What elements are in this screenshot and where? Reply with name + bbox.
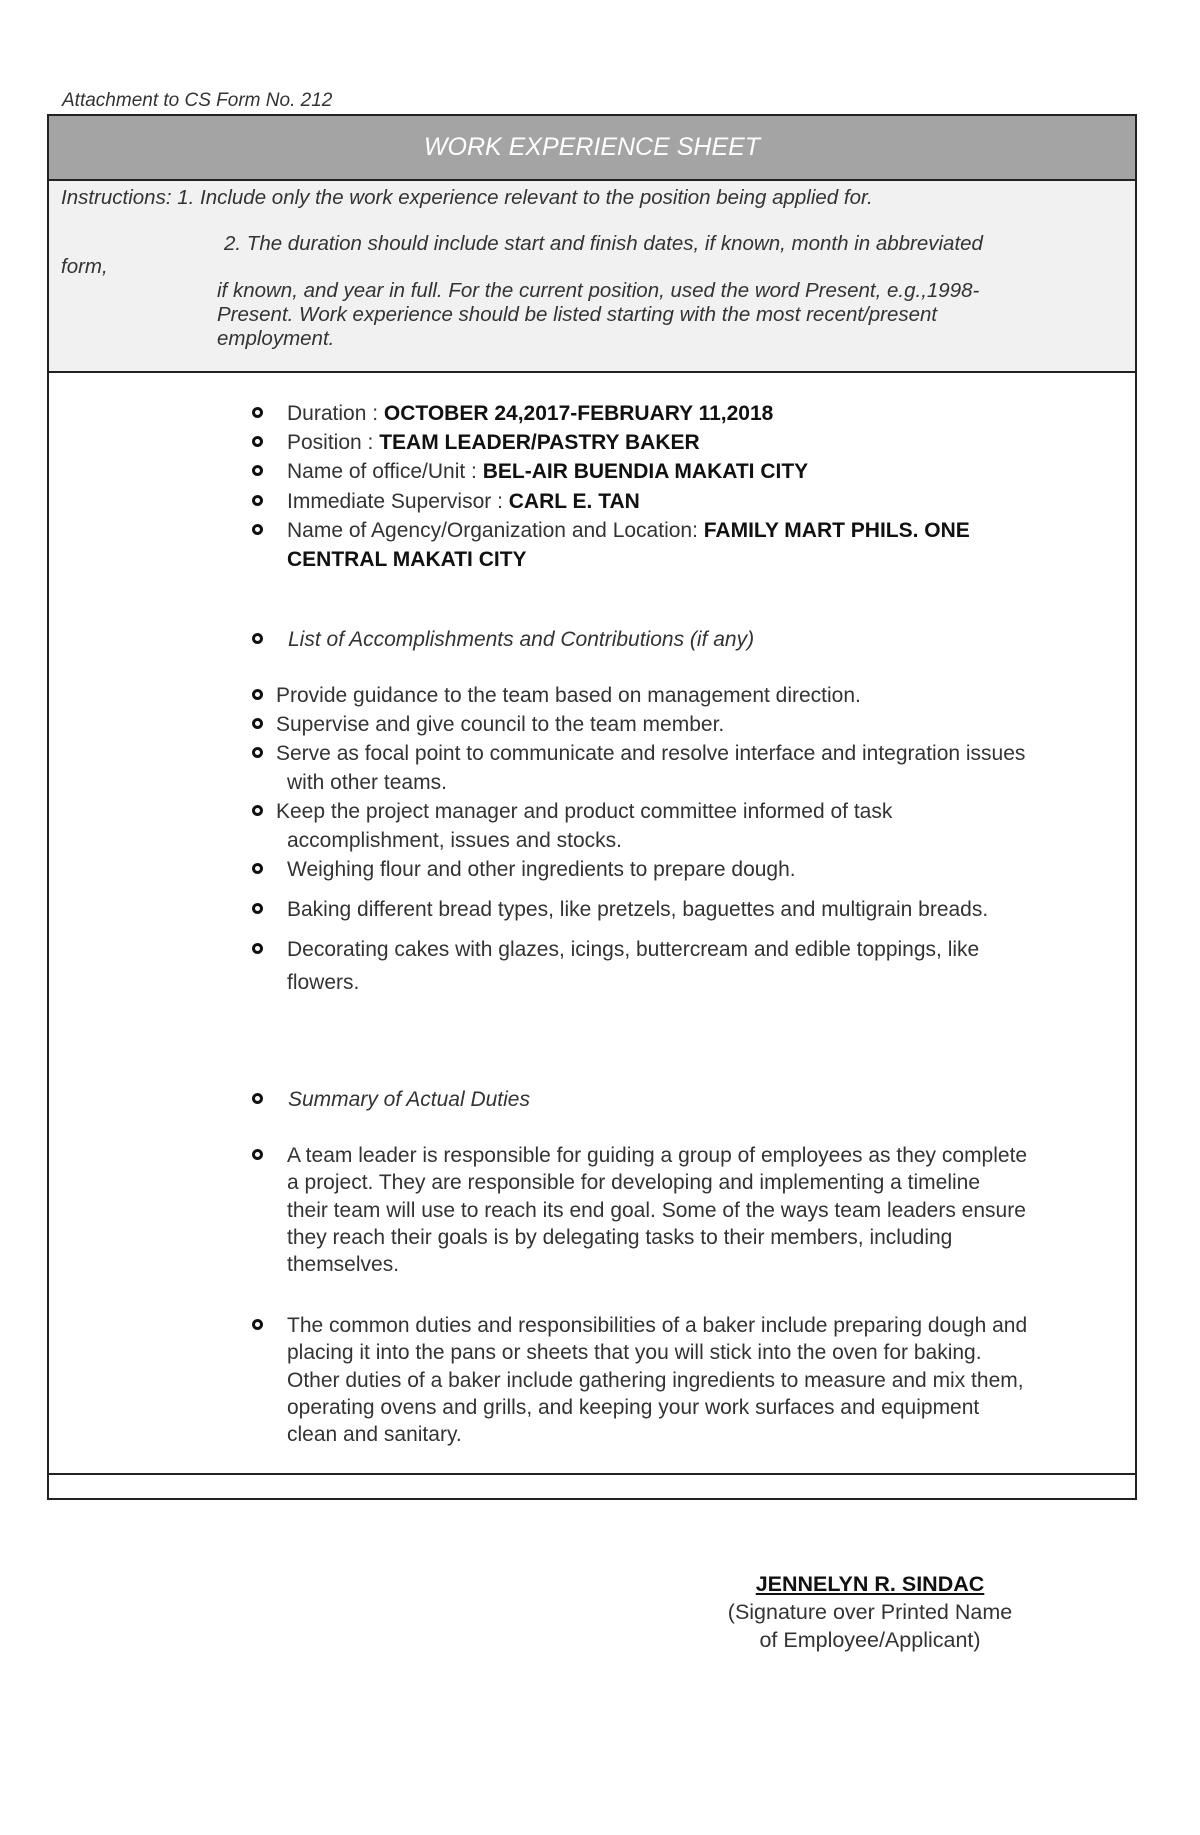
accomplishments-heading: List of Accomplishments and Contributions (if any) <box>288 628 755 651</box>
signature-caption-1: (Signature over Printed Name <box>727 1600 1013 1624</box>
bullet-icon <box>252 718 263 729</box>
instruction-line-3: if known, and year in full. For the current position, used the word Present, e.g.,1998- <box>217 279 980 302</box>
sheet-footer-row <box>49 1475 1135 1502</box>
instruction-line-4: Present. Work experience should be listed starting with the most recent/present <box>217 303 938 326</box>
supervisor-value: CARL E. TAN <box>508 490 640 513</box>
bullet-icon <box>252 863 263 874</box>
office-label: Name of office/Unit : <box>287 460 483 483</box>
bullet-icon <box>252 903 263 914</box>
supervisor-label: Immediate Supervisor : <box>287 490 509 513</box>
instruction-line-1: Instructions: 1. Include only the work experience relevant to the position being applied for. <box>61 186 873 209</box>
duration-value: OCTOBER 24,2017-FEBRUARY 11,2018 <box>383 402 774 425</box>
signatory-name: JENNELYN R. SINDAC <box>755 1572 985 1596</box>
instruction-line-5: employment. <box>217 327 335 350</box>
duties-heading: Summary of Actual Duties <box>288 1088 530 1111</box>
attachment-label: Attachment to CS Form No. 212 <box>62 90 333 111</box>
office-value: BEL-AIR BUENDIA MAKATI CITY <box>482 460 809 483</box>
signature-block <box>690 1570 1050 1654</box>
work-experience-sheet <box>47 114 1137 1500</box>
bullet-icon <box>252 524 263 535</box>
bullet-icon <box>252 805 263 816</box>
instruction-line-2b: form, <box>61 255 108 278</box>
bullet-icon <box>252 436 263 447</box>
position-value: TEAM LEADER/PASTRY BAKER <box>379 431 700 454</box>
instructions-section <box>49 181 1135 373</box>
bullet-icon <box>252 465 263 476</box>
duration-label: Duration : <box>287 402 384 425</box>
sheet-title: WORK EXPERIENCE SHEET <box>49 116 1135 181</box>
agency-value-line-2: CENTRAL MAKATI CITY <box>287 548 527 571</box>
bullet-icon <box>252 1093 263 1104</box>
bullet-icon <box>252 1149 263 1160</box>
bullet-icon <box>252 943 263 954</box>
instruction-line-2: 2. The duration should include start and finish dates, if known, month in abbreviated <box>224 232 983 255</box>
bullet-icon <box>252 689 263 700</box>
agency-value-line-1: FAMILY MART PHILS. ONE <box>703 519 970 542</box>
bullet-icon <box>252 633 263 644</box>
bullet-icon <box>252 1319 263 1330</box>
bullet-icon <box>252 495 263 506</box>
bullet-icon <box>252 747 263 758</box>
signature-caption-2: of Employee/Applicant) <box>759 1628 981 1652</box>
agency-label: Name of Agency/Organization and Location: <box>287 519 704 542</box>
work-experience-content: Duration : OCTOBER 24,2017-FEBRUARY 11,2018 Position : TEAM LEADER/PASTRY BAKER Name of office/Unit : BEL-AIR BUENDIA MAKATI CITY Immediate Supervisor : CARL E. TAN Name of Agency/Organization and Location: FAMILY MART PHILS. ONE CENTRAL MAKATI CITY List of Accomplishments and Contributions (if any) Provide guidance to the team based on management direction. Supervise and give council to the team member. Serve as focal point to communicate and resolve interface and integration issues with other teams. Keep the project manager and product committee informed of task accomplishment, issues and stocks. Weighing flour and other ingredients to prepare dough. Baking different bread types, like pretzels, baguettes and multigrain breads. Decorating cakes with glazes, icings, buttercream and edible toppings, like flowers. Summary of Actual Duties A team leader is responsible for guiding a group of employees as they complete a project. They are responsible for developing and implementing a timeline their team will use to reach its end goal. Some of the ways team leaders ensure they reach their goals is by delegating tasks to their members, including themselves. The common duties and responsibilities of a baker include preparing dough and placing it into the pans or sheets that you will stick into the oven for baking. Other duties of a baker include gathering ingredients to measure and mix them, operating ovens and grills, and keeping your work surfaces and equipment clean and sanitary. <box>49 373 1135 1475</box>
position-label: Position : <box>287 431 380 454</box>
bullet-icon <box>252 407 263 418</box>
